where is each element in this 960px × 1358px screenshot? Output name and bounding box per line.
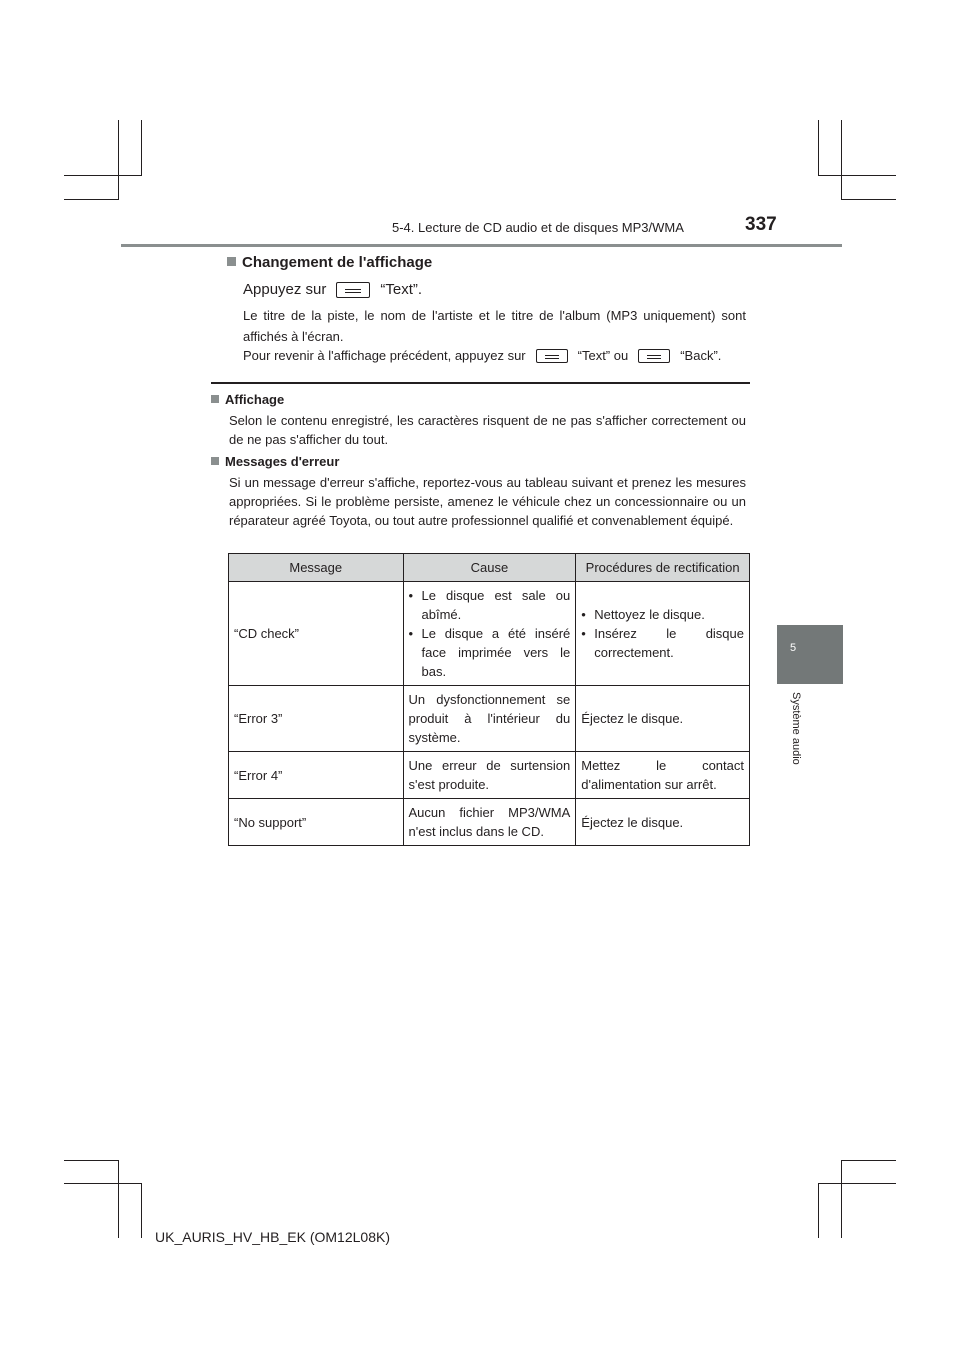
display-description: Le titre de la piste, le nom de l'artiste et le titre de l'album (MP3 uniquement) sont affichés à l'écran. [243,308,746,344]
message-cell: “Error 4” [229,752,404,799]
cause-cell: Une erreur de surtension s'est produite. [403,752,576,799]
chapter-number: 5 [790,642,797,654]
note-heading-text: Affichage [225,392,285,407]
list-item: • Le disque est sale ou abîmé. [409,586,571,624]
chapter-label: Système audio [790,692,802,765]
steering-switch-icon [638,349,670,363]
table-row [229,582,750,686]
back-prefix: Pour revenir à l'affichage précédent, appuyez sur [243,348,526,363]
section-heading [227,254,432,271]
separator-rule [211,382,750,384]
crop-mark [64,1160,119,1161]
table-row [229,799,750,846]
error-table [228,553,750,846]
cause-cell [403,582,576,686]
crop-mark [64,1183,142,1184]
cause-cell: Aucun fichier MP3/WMA n'est inclus dans le CD. [403,799,576,846]
fix-cell: Éjectez le disque. [576,799,750,846]
crop-mark [818,1183,819,1238]
message-cell: “CD check” [229,582,404,686]
table-row [229,752,750,799]
note-text-affichage: Selon le contenu enregistré, les caractères risquent de ne pas s'afficher correctement ou de ne pas s'afficher du tout. [229,413,746,447]
note-heading-erreur [211,454,339,469]
page-number: 337 [745,214,777,235]
steering-switch-icon [536,349,568,363]
crop-mark [818,1183,896,1184]
header-rule [121,244,842,247]
message-cell: “Error 3” [229,686,404,752]
back-suffix: “Back”. [680,348,722,363]
back-instruction [243,348,721,363]
table-row [229,686,750,752]
steering-switch-icon [336,282,370,298]
section-title: 5-4. Lecture de CD audio et de disques MP3/WMA [392,220,684,235]
list-item: • Nettoyez le disque. [581,605,744,624]
square-bullet-icon [227,257,236,266]
chapter-tab [777,625,843,684]
note-heading-affichage [211,392,284,407]
press-suffix: “Text”. [380,281,423,298]
message-cell: “No support” [229,799,404,846]
document-code: UK_AURIS_HV_HB_EK (OM12L08K) [155,1229,390,1245]
crop-mark [118,120,119,200]
cause-cell: Un dysfonctionnement se produit à l'intérieur du système. [403,686,576,752]
press-instruction [243,281,422,298]
crop-mark [118,1160,119,1238]
press-prefix: Appuyez sur [243,281,327,298]
note-text-erreur: Si un message d'erreur s'affiche, reportez-vous au tableau suivant et prenez les mesures appropriées. Si le problème persiste, amenez le véhicule chez un concessionnaire ou un réparateur agréé Toyota, ou tout autre professionnel qualifié et convenablement équipé. [229,475,746,528]
crop-mark [818,120,819,176]
column-header: Procédures de rectification [576,554,750,582]
crop-mark [141,120,142,176]
list-item: • Insérez le disque correctement. [581,624,744,662]
square-bullet-icon [211,457,219,465]
section-heading-text: Changement de l'affichage [242,254,433,271]
column-header: Message [229,554,404,582]
note-heading-text: Messages d'erreur [225,454,340,469]
crop-mark [841,1160,842,1238]
crop-mark [818,175,896,176]
crop-mark [64,199,119,200]
crop-mark [64,175,142,176]
fix-cell [576,582,750,686]
column-header: Cause [403,554,576,582]
back-middle: “Text” ou [577,348,629,363]
crop-mark [141,1183,142,1238]
crop-mark [841,199,896,200]
list-item: • Le disque a été inséré face imprimée vers le bas. [409,624,571,681]
crop-mark [841,120,842,200]
fix-cell: Éjectez le disque. [576,686,750,752]
crop-mark [841,1160,896,1161]
table-header-row [229,554,750,582]
fix-cell: Mettez le contact d'alimentation sur arrêt. [576,752,750,799]
square-bullet-icon [211,395,219,403]
